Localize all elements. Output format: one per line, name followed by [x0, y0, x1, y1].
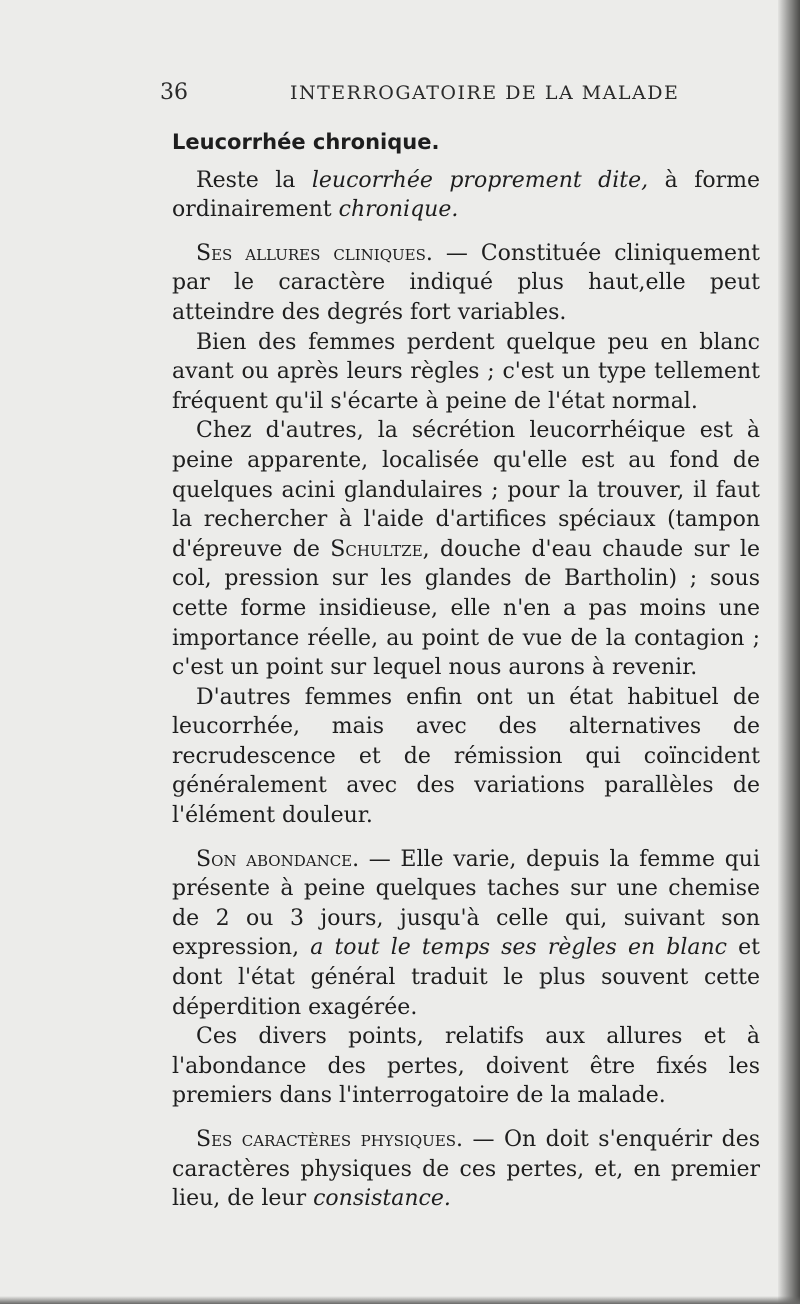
page-number: 36: [160, 80, 188, 105]
caracteres-text: — On doit s'enquérir des caractères physiques de ces pertes, et, en premier lieu, de leur: [172, 1127, 761, 1212]
abondance-paragraph: [172, 845, 760, 1023]
allures-heading: Ses allures cliniques.: [196, 240, 433, 266]
caracteres-paragraph: [172, 1125, 760, 1214]
abondance-emphasis: a tout le temps ses règles en blanc: [310, 935, 728, 961]
intro-emphasis: leucorrhée proprement dite,: [311, 167, 649, 193]
paragraph-2-b: , douche d'eau chaude sur le col, pression sur les glandes de Bartholin) ; sous cette forme insidieuse, elle n'en a pas moins une importance réelle, au point de vue de la contagion ; c'est un point sur lequel nous aurons à revenir.: [172, 536, 760, 681]
paragraph-3: D'autres femmes enfin ont un état habituel de leucorrhée, mais avec des alternatives de recrudescence et de rémission qui coïncident généralement avec des variations parallèles de l'élément douleur.: [172, 684, 760, 829]
intro-paragraph: [172, 166, 760, 225]
author-name: Schultze: [330, 536, 423, 562]
abondance-text: — Elle varie, depuis la femme qui présente à peine quelques taches sur une chemise de 2 ou 3 jours, jusqu'à celle qui, suivant son expression,: [172, 846, 760, 961]
section-title: Leucorrhée chronique.: [172, 130, 440, 154]
intro-mid: à forme ordinairement: [172, 167, 761, 223]
bottom-edge-shadow: [0, 1296, 800, 1304]
abondance-heading: Son abondance.: [196, 846, 360, 872]
paragraph-1: Bien des femmes perdent quelque peu en blanc avant ou après leurs règles ; c'est un type tellement fréquent qu'il s'écarte à peine de l'état normal.: [172, 329, 760, 414]
body-text: [172, 128, 760, 1214]
allures-text: — Constituée cliniquement par le caractère indiqué plus haut,elle peut atteindre des degrés fort variables.: [172, 240, 760, 325]
caracteres-emphasis: consistance.: [313, 1186, 451, 1212]
abondance-text-2: et dont l'état général traduit le plus souvent cette déperdition exagérée.: [172, 935, 761, 1020]
intro-lead: Reste la: [196, 167, 312, 193]
paragraph-4: Ces divers points, relatifs aux allures et à l'abondance des pertes, doivent être fixés les premiers dans l'interrogatoire de la malade.: [172, 1024, 760, 1109]
caracteres-heading: Ses caractères physiques.: [196, 1127, 464, 1152]
allures-paragraph: [172, 239, 760, 328]
paragraph-2-a: Chez d'autres, la sécrétion leucorrhéique est à peine apparente, localisée qu'elle est au fond de quelques acini glandulaires ; pour la trouver, il faut la rechercher à l'aide d'artifices spéciaux (tampon d'épreuve de: [172, 418, 760, 562]
page-header: [160, 80, 760, 112]
running-title: INTERROGATOIRE DE LA MALADE: [290, 82, 680, 104]
intro-emphasis-2: chronique.: [338, 197, 459, 223]
paragraph-2: [172, 416, 760, 682]
book-spine-shadow: [778, 0, 800, 1304]
